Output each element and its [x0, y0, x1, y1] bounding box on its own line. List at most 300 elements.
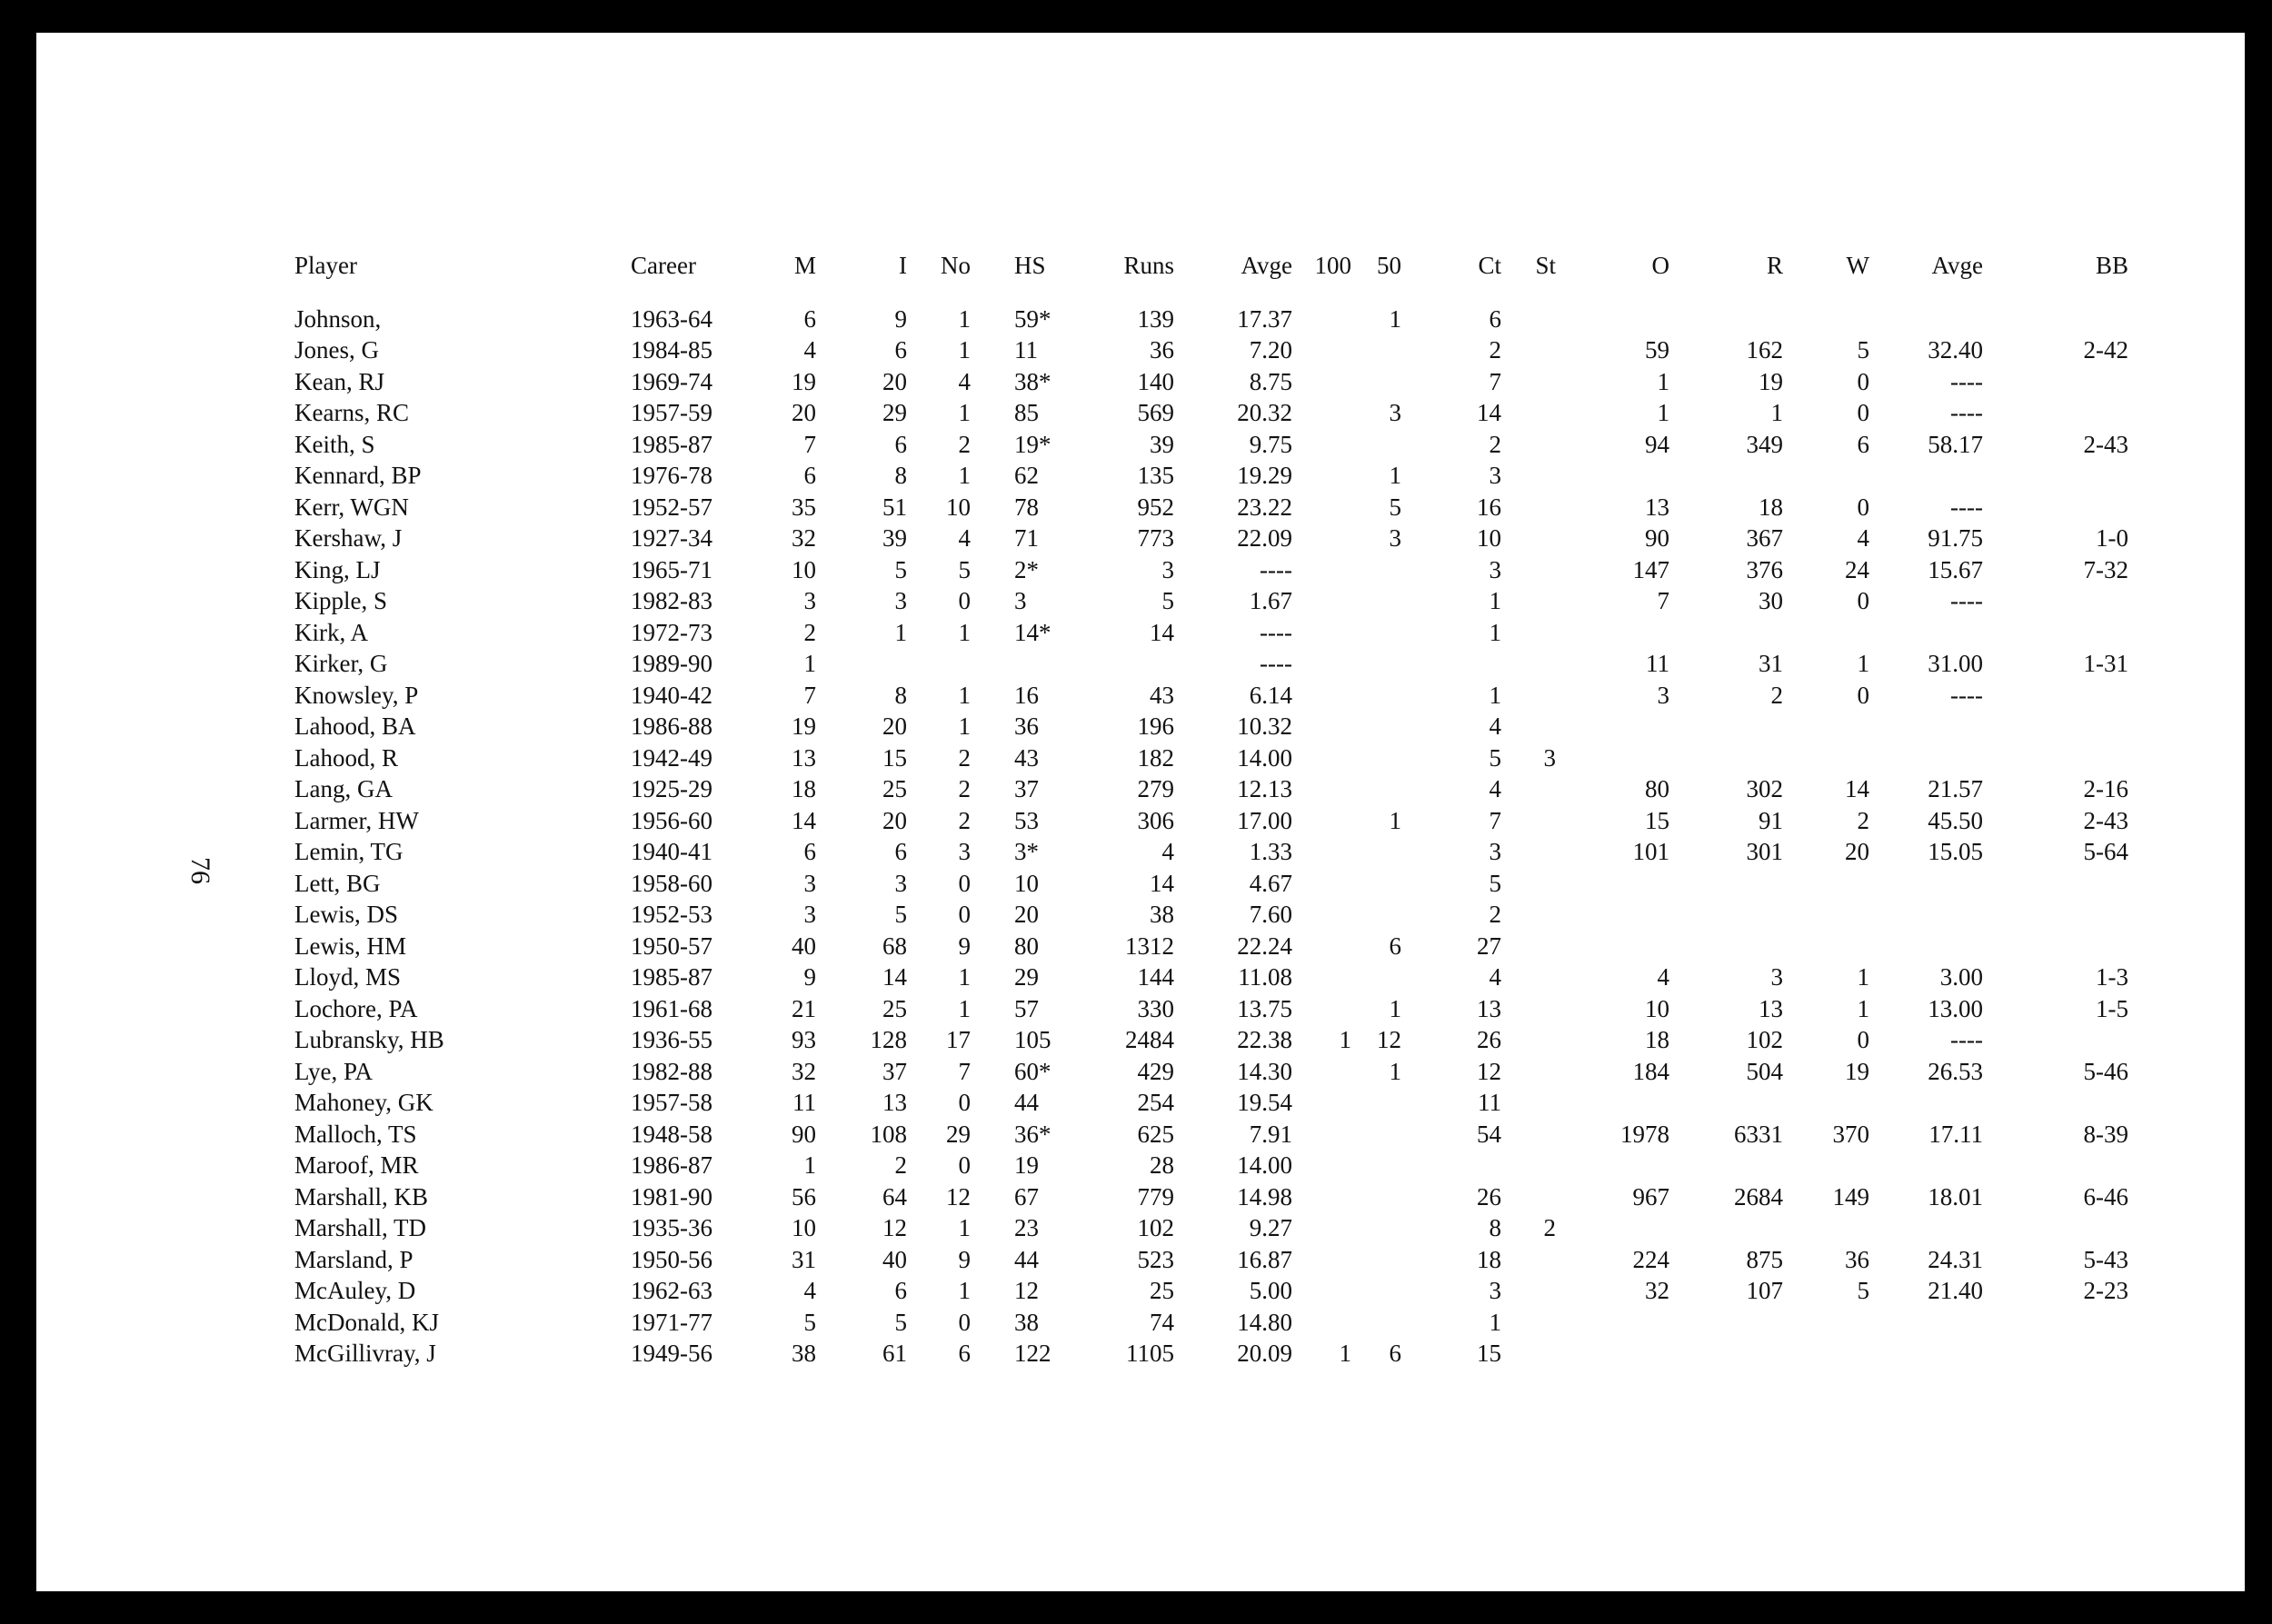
cell-fifties — [1351, 429, 1401, 461]
cell-catches: 2 — [1489, 901, 1501, 929]
cell-overs: 1978 — [1620, 1120, 1669, 1148]
cell-not-outs: 1 — [958, 618, 971, 646]
cell-catches: 7 — [1489, 806, 1501, 834]
cell-hundreds — [1292, 649, 1351, 681]
cell-career: 1956-60 — [631, 806, 712, 834]
cell-wickets — [1783, 1339, 1869, 1370]
header-fifties: 50 — [1377, 252, 1401, 279]
cell-matches: 3 — [803, 869, 816, 897]
cell-not-outs: 5 — [958, 555, 971, 583]
header-best-bowling: BB — [2095, 252, 2128, 279]
cell-fifties — [1351, 586, 1401, 618]
cell-best-bowling — [1983, 586, 2128, 618]
cell-innings: 6 — [894, 336, 907, 364]
cell-wickets: 6 — [1857, 430, 1869, 458]
cell-fifties — [1351, 868, 1401, 900]
cell-best-bowling — [1983, 1307, 2128, 1339]
table-row — [254, 1119, 2128, 1151]
cell-innings: 61 — [882, 1340, 907, 1368]
cell-catches — [1401, 1151, 1501, 1182]
cell-bowling-average: 31.00 — [1928, 650, 1983, 678]
cell-stumpings — [1501, 617, 1556, 649]
cell-innings: 15 — [882, 743, 907, 772]
cell-runs: 429 — [1137, 1057, 1174, 1085]
cell-innings: 1 — [894, 618, 907, 646]
cell-batting-average: 17.00 — [1237, 806, 1292, 834]
cell-innings: 6 — [894, 430, 907, 458]
table-row — [254, 680, 2128, 712]
cell-runs: 779 — [1137, 1182, 1174, 1211]
cell-runs-conceded: 31 — [1759, 650, 1783, 678]
cell-wickets — [1783, 868, 1869, 900]
cell-wickets — [1783, 712, 1869, 743]
cell-runs-conceded: 301 — [1746, 838, 1783, 866]
cell-batting-average: 17.37 — [1237, 304, 1292, 333]
cell-not-outs: 9 — [958, 932, 971, 960]
cell-overs: 1 — [1657, 367, 1669, 395]
cell-highest-score: 62 — [1014, 462, 1039, 490]
cell-overs — [1556, 742, 1669, 774]
cell-batting-average: 19.54 — [1237, 1089, 1292, 1117]
cell-catches: 10 — [1477, 524, 1501, 553]
cell-not-outs: 1 — [958, 399, 971, 427]
cell-career: 1961-68 — [631, 994, 712, 1022]
document-page — [36, 33, 2245, 1591]
cell-runs: 2484 — [1125, 1026, 1174, 1054]
cell-matches: 14 — [792, 806, 816, 834]
cell-highest-score: 71 — [1014, 524, 1039, 553]
cell-bowling-average: 58.17 — [1928, 430, 1983, 458]
cell-best-bowling — [1983, 1025, 2128, 1057]
cell-matches: 6 — [803, 462, 816, 490]
cell-player: Larmer, HW — [294, 806, 419, 834]
cell-batting-average: 14.00 — [1237, 743, 1292, 772]
cell-runs: 140 — [1137, 367, 1174, 395]
table-row — [254, 962, 2128, 994]
cell-matches: 10 — [792, 555, 816, 583]
cell-batting-average: 5.00 — [1249, 1277, 1292, 1305]
cell-innings: 14 — [882, 963, 907, 991]
cell-fifties — [1351, 1276, 1401, 1308]
cell-best-bowling — [1983, 680, 2128, 712]
cell-bowling-average: ---- — [1950, 681, 1983, 709]
cell-matches: 38 — [792, 1340, 816, 1368]
cell-stumpings — [1501, 554, 1556, 586]
cell-batting-average: 7.20 — [1249, 336, 1292, 364]
cell-stumpings — [1501, 366, 1556, 398]
cell-career: 1969-74 — [631, 367, 712, 395]
cell-stumpings — [1501, 523, 1556, 555]
cell-overs: 13 — [1645, 493, 1669, 521]
cell-player: Lye, PA — [294, 1057, 374, 1085]
cell-not-outs — [907, 649, 971, 681]
table-row — [254, 649, 2128, 681]
cell-overs: 147 — [1632, 555, 1669, 583]
cell-highest-score: 38 — [1014, 1308, 1039, 1336]
table-row — [254, 617, 2128, 649]
cell-wickets — [1783, 1151, 1869, 1182]
cell-matches: 13 — [792, 743, 816, 772]
cell-not-outs: 1 — [958, 963, 971, 991]
cell-runs-conceded — [1669, 1339, 1783, 1370]
cell-hundreds — [1292, 742, 1351, 774]
cell-player: Maroof, MR — [294, 1151, 419, 1180]
cell-runs-conceded: 102 — [1746, 1026, 1783, 1054]
cell-hundreds — [1292, 931, 1351, 962]
cell-stumpings — [1501, 712, 1556, 743]
cell-bowling-average: 15.05 — [1928, 838, 1983, 866]
cell-overs: 10 — [1645, 994, 1669, 1022]
cell-hundreds — [1292, 554, 1351, 586]
cell-innings: 25 — [882, 775, 907, 803]
cell-catches: 26 — [1477, 1026, 1501, 1054]
cell-catches: 2 — [1489, 336, 1501, 364]
cell-catches: 14 — [1477, 399, 1501, 427]
cell-player: Kerr, WGN — [294, 493, 409, 521]
cell-runs-conceded — [1669, 742, 1783, 774]
cell-batting-average: 22.09 — [1237, 524, 1292, 553]
cell-runs: 1105 — [1126, 1340, 1174, 1368]
cell-hundreds — [1292, 712, 1351, 743]
cell-wickets: 0 — [1857, 493, 1869, 521]
table-row — [254, 1088, 2128, 1120]
cell-fifties — [1351, 366, 1401, 398]
cell-runs: 182 — [1137, 743, 1174, 772]
cell-hundreds — [1292, 523, 1351, 555]
cell-batting-average: 6.14 — [1249, 681, 1292, 709]
cell-not-outs: 1 — [958, 336, 971, 364]
cell-not-outs: 17 — [946, 1026, 971, 1054]
cell-best-bowling — [1983, 398, 2128, 430]
cell-career: 1962-63 — [631, 1277, 712, 1305]
cell-runs-conceded — [1669, 1151, 1783, 1182]
cell-highest-score: 16 — [1014, 681, 1039, 709]
cell-player: Keith, S — [294, 430, 375, 458]
cell-stumpings — [1501, 429, 1556, 461]
cell-runs-conceded: 376 — [1746, 555, 1783, 583]
cell-fifties — [1351, 837, 1401, 869]
cell-runs: 279 — [1137, 775, 1174, 803]
cell-innings: 2 — [894, 1151, 907, 1180]
cell-fifties: 1 — [1389, 304, 1401, 333]
header-spacer — [254, 280, 2128, 304]
table-row — [254, 993, 2128, 1025]
cell-fifties — [1351, 1151, 1401, 1182]
cell-fifties: 1 — [1389, 462, 1401, 490]
cell-career: 1940-42 — [631, 681, 712, 709]
cell-career: 1976-78 — [631, 462, 712, 490]
cell-matches: 93 — [792, 1026, 816, 1054]
cell-career: 1981-90 — [631, 1182, 712, 1211]
cell-runs: 4 — [1161, 838, 1174, 866]
cell-matches: 9 — [803, 963, 816, 991]
cell-bowling-average: 13.00 — [1928, 994, 1983, 1022]
cell-career: 1972-73 — [631, 618, 712, 646]
header-catches: Ct — [1478, 252, 1501, 279]
cell-stumpings — [1501, 680, 1556, 712]
cell-catches: 13 — [1477, 994, 1501, 1022]
cell-highest-score: 23 — [1014, 1214, 1039, 1242]
cell-best-bowling — [1983, 712, 2128, 743]
table-row — [254, 805, 2128, 837]
cell-bowling-average: 21.57 — [1928, 775, 1983, 803]
cell-batting-average: 20.32 — [1237, 399, 1292, 427]
cell-matches: 4 — [803, 336, 816, 364]
cell-fifties — [1351, 1307, 1401, 1339]
cell-batting-average: 12.13 — [1237, 775, 1292, 803]
table-row — [254, 1025, 2128, 1057]
cell-fifties — [1351, 900, 1401, 932]
cell-not-outs: 2 — [958, 430, 971, 458]
cell-innings: 5 — [894, 1308, 907, 1336]
cell-highest-score: 122 — [1014, 1340, 1051, 1368]
cell-overs: 94 — [1645, 430, 1669, 458]
cell-bowling-average: 91.75 — [1928, 524, 1983, 553]
cell-highest-score: 43 — [1014, 743, 1039, 772]
cell-player: Kirk, A — [294, 618, 368, 646]
cell-batting-average: 22.24 — [1237, 932, 1292, 960]
cell-runs — [1078, 649, 1174, 681]
cell-innings: 20 — [882, 806, 907, 834]
cell-catches — [1401, 649, 1501, 681]
cell-runs: 135 — [1137, 462, 1174, 490]
cell-innings: 3 — [894, 587, 907, 615]
cell-wickets: 14 — [1845, 775, 1869, 803]
cell-highest-score: 36* — [1014, 1120, 1051, 1148]
cell-bowling-average: ---- — [1950, 367, 1983, 395]
cell-matches: 35 — [792, 493, 816, 521]
cell-fifties — [1351, 742, 1401, 774]
cell-career: 1949-56 — [631, 1340, 712, 1368]
cell-innings: 20 — [882, 367, 907, 395]
cell-matches: 3 — [803, 587, 816, 615]
cell-batting-average: 20.09 — [1237, 1340, 1292, 1368]
cell-wickets: 2 — [1857, 806, 1869, 834]
cell-runs: 144 — [1137, 963, 1174, 991]
cell-stumpings — [1501, 1151, 1556, 1182]
cell-overs — [1556, 1088, 1669, 1120]
cell-hundreds — [1292, 1244, 1351, 1276]
cell-wickets: 5 — [1857, 336, 1869, 364]
cell-runs-conceded: 6331 — [1734, 1120, 1783, 1148]
cell-best-bowling: 1-3 — [2096, 963, 2128, 991]
table-row — [254, 366, 2128, 398]
table-row — [254, 837, 2128, 869]
cell-overs: 967 — [1632, 1182, 1669, 1211]
cell-batting-average: 19.29 — [1237, 462, 1292, 490]
cell-overs: 101 — [1632, 838, 1669, 866]
table-row — [254, 461, 2128, 493]
cell-batting-average: 16.87 — [1237, 1245, 1292, 1273]
cell-highest-score: 11 — [1014, 336, 1038, 364]
cell-batting-average: 1.33 — [1249, 838, 1292, 866]
cell-player: Marshall, TD — [294, 1214, 426, 1242]
cell-highest-score: 29 — [1014, 963, 1039, 991]
cell-fifties: 3 — [1389, 524, 1401, 553]
cell-bowling-average — [1869, 931, 1983, 962]
cell-fifties: 3 — [1389, 399, 1401, 427]
cell-overs — [1556, 304, 1669, 335]
cell-highest-score: 59* — [1014, 304, 1051, 333]
cell-matches: 6 — [803, 838, 816, 866]
cell-highest-score: 105 — [1014, 1026, 1051, 1054]
cell-bowling-average: 32.40 — [1928, 336, 1983, 364]
table-row — [254, 1307, 2128, 1339]
cell-player: King, LJ — [294, 555, 381, 583]
cell-innings: 39 — [882, 524, 907, 553]
cell-career: 1982-88 — [631, 1057, 712, 1085]
cell-runs: 625 — [1137, 1120, 1174, 1148]
cell-bowling-average: 26.53 — [1928, 1057, 1983, 1085]
cell-runs: 39 — [1150, 430, 1174, 458]
cell-overs: 1 — [1657, 399, 1669, 427]
cell-innings: 6 — [894, 1277, 907, 1305]
cell-highest-score: 57 — [1014, 994, 1039, 1022]
cell-overs — [1556, 900, 1669, 932]
cell-wickets — [1783, 1088, 1869, 1120]
cell-hundreds — [1292, 335, 1351, 367]
cell-runs: 25 — [1150, 1277, 1174, 1305]
cell-stumpings — [1501, 398, 1556, 430]
header-stumpings: St — [1535, 252, 1556, 279]
cell-overs: 3 — [1657, 681, 1669, 709]
table-row — [254, 868, 2128, 900]
cell-runs: 139 — [1137, 304, 1174, 333]
cell-catches: 15 — [1477, 1340, 1501, 1368]
cell-overs — [1556, 1307, 1669, 1339]
cell-overs: 4 — [1657, 963, 1669, 991]
cell-overs — [1556, 617, 1669, 649]
header-highest-score: HS — [1014, 252, 1046, 279]
cell-bowling-average — [1869, 1213, 1983, 1245]
cell-player: Knowsley, P — [294, 681, 419, 709]
cell-best-bowling — [1983, 1213, 2128, 1245]
cell-wickets: 36 — [1845, 1245, 1869, 1273]
cell-innings: 3 — [894, 869, 907, 897]
cell-fifties — [1351, 1244, 1401, 1276]
cell-bowling-average: 18.01 — [1928, 1182, 1983, 1211]
cell-runs-conceded: 302 — [1746, 775, 1783, 803]
cell-career: 1986-87 — [631, 1151, 712, 1180]
cell-runs: 196 — [1137, 712, 1174, 741]
cell-bowling-average — [1869, 712, 1983, 743]
cell-hundreds — [1292, 680, 1351, 712]
cell-fifties — [1351, 962, 1401, 994]
cell-stumpings — [1501, 1181, 1556, 1213]
cell-player: Mahoney, GK — [294, 1089, 433, 1117]
cell-best-bowling — [1983, 931, 2128, 962]
cell-career: 1984-85 — [631, 336, 712, 364]
header-overs: O — [1651, 252, 1669, 279]
cell-best-bowling: 2-23 — [2083, 1277, 2128, 1305]
cell-wickets: 1 — [1857, 963, 1869, 991]
cell-runs-conceded — [1669, 304, 1783, 335]
header-bowling-average: Avge — [1931, 252, 1983, 279]
cell-fifties: 6 — [1389, 932, 1401, 960]
cell-career: 1957-58 — [631, 1089, 712, 1117]
table-row — [254, 304, 2128, 335]
cell-career: 1948-58 — [631, 1120, 712, 1148]
cell-catches: 16 — [1477, 493, 1501, 521]
cell-stumpings — [1501, 1307, 1556, 1339]
cell-best-bowling: 2-16 — [2083, 775, 2128, 803]
cell-bowling-average — [1869, 304, 1983, 335]
cell-stumpings: 3 — [1543, 743, 1556, 772]
cell-overs — [1556, 712, 1669, 743]
cell-runs-conceded: 162 — [1746, 336, 1783, 364]
cell-runs-conceded — [1669, 868, 1783, 900]
cell-overs: 90 — [1645, 524, 1669, 553]
cell-not-outs: 1 — [958, 712, 971, 741]
cell-stumpings — [1501, 774, 1556, 806]
cell-player: Lahood, BA — [294, 712, 416, 741]
cell-runs-conceded — [1669, 461, 1783, 493]
cell-highest-score: 44 — [1014, 1245, 1039, 1273]
cell-stumpings — [1501, 335, 1556, 367]
cell-player: Kearns, RC — [294, 399, 409, 427]
cell-stumpings — [1501, 837, 1556, 869]
cell-bowling-average: ---- — [1950, 587, 1983, 615]
cell-best-bowling: 5-46 — [2083, 1057, 2128, 1085]
cell-bowling-average — [1869, 1088, 1983, 1120]
cell-runs: 102 — [1137, 1214, 1174, 1242]
header-not-outs: No — [941, 252, 971, 279]
cell-player: Lochore, PA — [294, 994, 418, 1022]
cell-catches: 12 — [1477, 1057, 1501, 1085]
cell-highest-score: 2* — [1014, 555, 1039, 583]
cell-hundreds: 1 — [1339, 1340, 1351, 1368]
cell-fifties: 1 — [1389, 994, 1401, 1022]
cell-wickets — [1783, 461, 1869, 493]
cell-player: Lewis, HM — [294, 932, 406, 960]
cell-innings: 6 — [894, 838, 907, 866]
cell-catches: 1 — [1489, 681, 1501, 709]
header-runs-conceded: R — [1766, 252, 1783, 279]
header-wickets: W — [1846, 252, 1869, 279]
cell-catches: 3 — [1489, 1277, 1501, 1305]
cell-runs-conceded: 3 — [1770, 963, 1783, 991]
cell-player: Lewis, DS — [294, 901, 398, 929]
cell-runs-conceded — [1669, 712, 1783, 743]
cell-matches: 4 — [803, 1277, 816, 1305]
cell-runs-conceded: 107 — [1746, 1277, 1783, 1305]
cell-not-outs: 0 — [958, 869, 971, 897]
cell-career: 1935-36 — [631, 1214, 712, 1242]
cell-batting-average: 23.22 — [1237, 493, 1292, 521]
cell-wickets: 0 — [1857, 587, 1869, 615]
cell-runs: 952 — [1137, 493, 1174, 521]
cell-hundreds — [1292, 868, 1351, 900]
table-row — [254, 1056, 2128, 1088]
header-matches: M — [793, 252, 816, 279]
table-row — [254, 1151, 2128, 1182]
cell-not-outs: 6 — [958, 1340, 971, 1368]
cell-catches: 4 — [1489, 963, 1501, 991]
cell-bowling-average — [1869, 868, 1983, 900]
cell-innings: 128 — [870, 1026, 907, 1054]
cell-runs: 330 — [1137, 994, 1174, 1022]
cell-runs-conceded: 30 — [1759, 587, 1783, 615]
cell-wickets: 0 — [1857, 399, 1869, 427]
cell-not-outs: 0 — [958, 1308, 971, 1336]
cell-career: 1950-57 — [631, 932, 712, 960]
cell-hundreds — [1292, 1213, 1351, 1245]
cell-batting-average: 13.75 — [1237, 994, 1292, 1022]
cell-stumpings — [1501, 461, 1556, 493]
cell-not-outs: 12 — [946, 1182, 971, 1211]
cell-stumpings — [1501, 1025, 1556, 1057]
cell-not-outs: 10 — [946, 493, 971, 521]
